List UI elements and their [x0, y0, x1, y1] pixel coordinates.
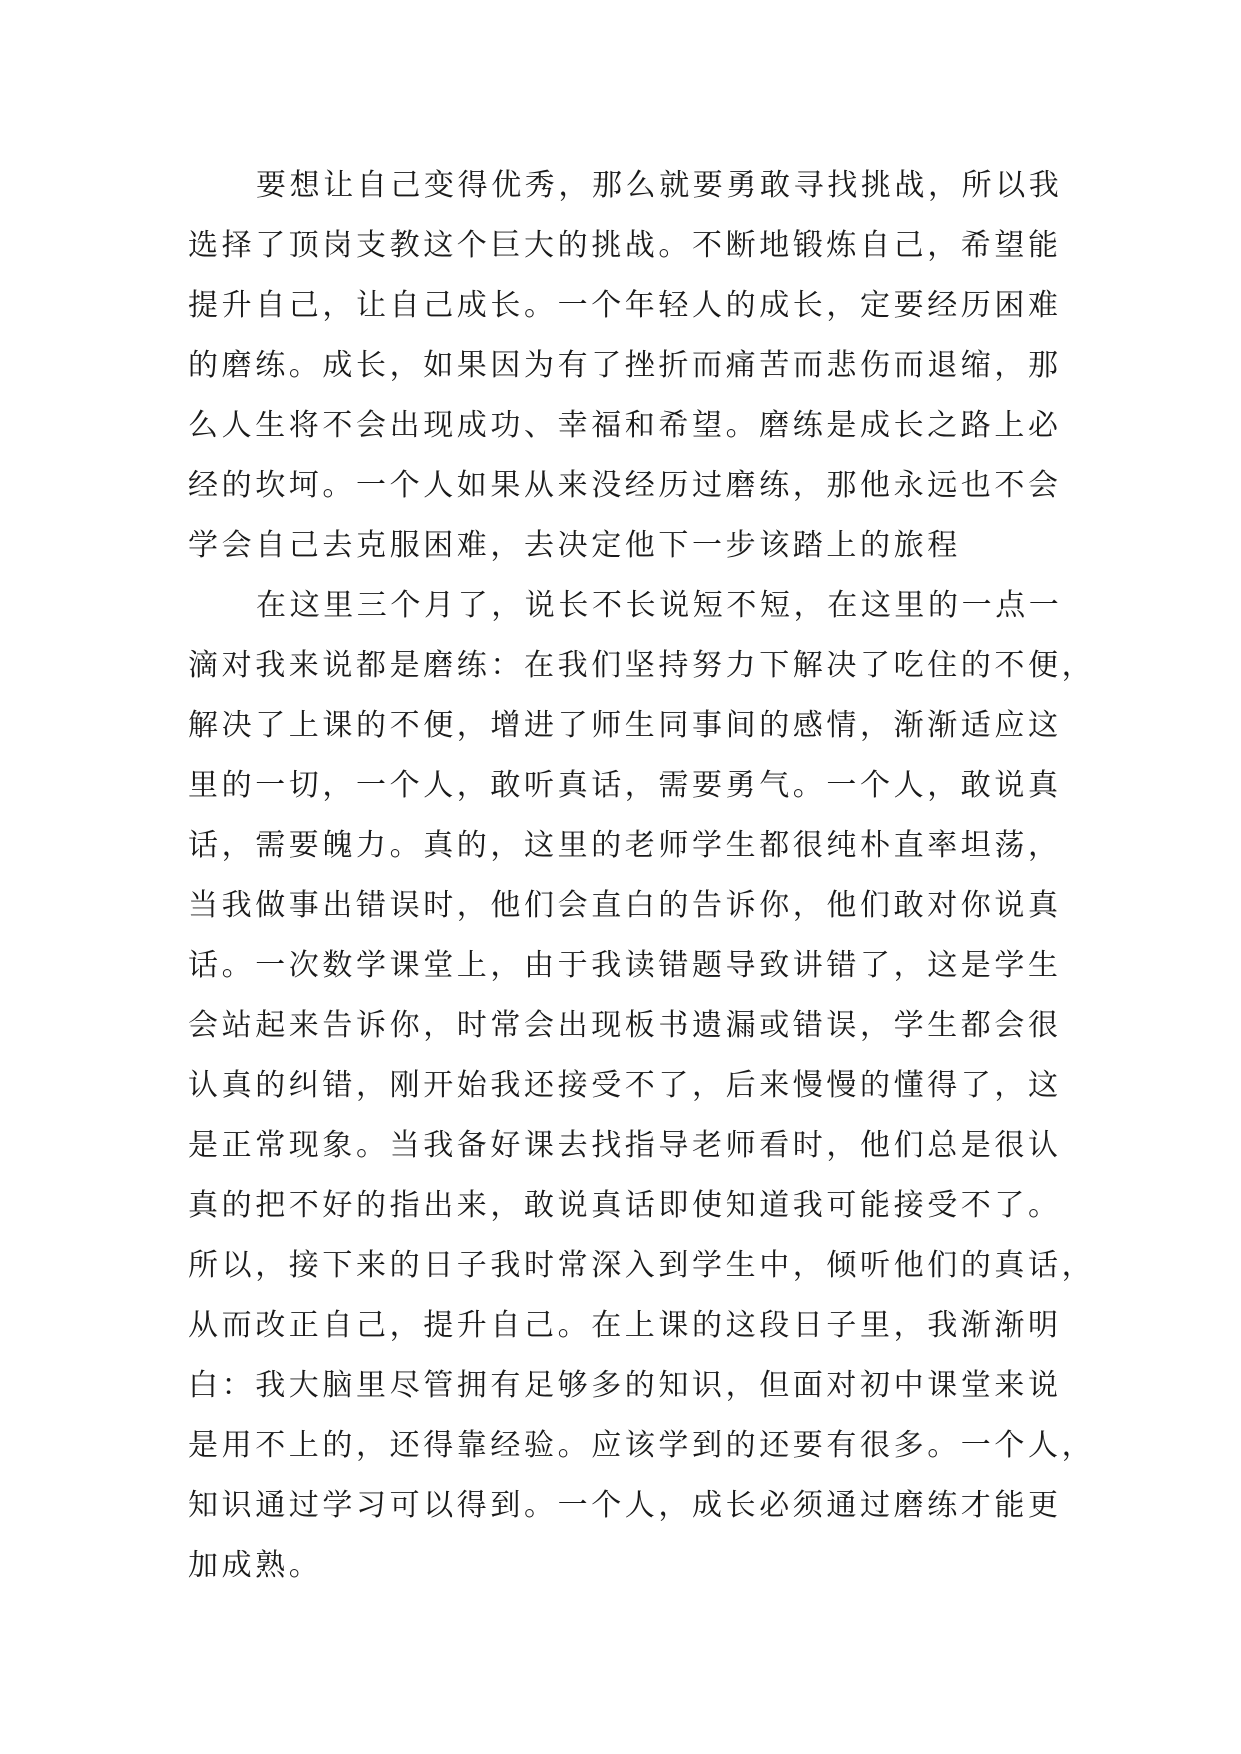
paragraph-line: 是用不上的，还得靠经验。应该学到的还要有很多。一个人， [188, 1428, 1096, 1463]
paragraph-1 [188, 156, 1063, 576]
paragraph-line: 么人生将不会出现成功、幸福和希望。磨练是成长之路上必 [188, 408, 1062, 443]
document-body [188, 156, 1096, 1656]
paragraph-line [188, 1596, 1058, 1656]
paragraph-line: 当我做事出错误时，他们会直白的告诉你，他们敢对你说真 [188, 888, 1062, 923]
paragraph-2 [188, 576, 1096, 1656]
paragraph-line: 白：我大脑里尽管拥有足够多的知识，但面对初中课堂来说 [188, 1368, 1062, 1403]
paragraph-line: 所以，接下来的日子我时常深入到学生中，倾听他们的真话， [188, 1248, 1096, 1283]
paragraph-line: 话。一次数学课堂上，由于我读错题导致讲错了，这是学生 [188, 948, 1062, 983]
paragraph-line: 学会自己去克服困难，去决定他下一步该踏上的旅程 [188, 528, 961, 563]
paragraph-line: 里的一切，一个人，敢听真话，需要勇气。一个人，敢说真 [188, 768, 1062, 803]
paragraph-line: 在这里三个月了，说长不长说短不短，在这里的一点一 [256, 588, 1063, 623]
paragraph-line: 话，需要魄力。真的，这里的老师学生都很纯朴直率坦荡， [188, 828, 1062, 863]
paragraph-line: 从而改正自己，提升自己。在上课的这段日子里，我渐渐明 [188, 1308, 1062, 1343]
paragraph-line: 知识通过学习可以得到。一个人，成长必须通过磨练才能更 [188, 1488, 1062, 1523]
paragraph-line: 是正常现象。当我备好课去找指导老师看时，他们总是很认 [188, 1128, 1062, 1163]
paragraph-line: 要想让自己变得优秀，那么就要勇敢寻找挑战，所以我 [256, 168, 1063, 203]
paragraph-line: 的磨练。成长，如果因为有了挫折而痛苦而悲伤而退缩，那 [188, 348, 1062, 383]
paragraph-line: 经的坎坷。一个人如果从来没经历过磨练，那他永远也不会 [188, 468, 1062, 503]
paragraph-line: 会站起来告诉你，时常会出现板书遗漏或错误，学生都会很 [188, 1008, 1062, 1043]
paragraph-line: 选择了顶岗支教这个巨大的挑战。不断地锻炼自己，希望能 [188, 228, 1062, 263]
paragraph-line: 提升自己，让自己成长。一个年轻人的成长，定要经历困难 [188, 288, 1062, 323]
paragraph-line: 解决了上课的不便，增进了师生同事间的感情，渐渐适应这 [188, 708, 1062, 743]
paragraph-line: 真的把不好的指出来，敢说真话即使知道我可能接受不了。 [188, 1188, 1062, 1223]
paragraph-line: 滴对我来说都是磨练：在我们坚持努力下解决了吃住的不便， [188, 648, 1096, 683]
paragraph-line: 认真的纠错，刚开始我还接受不了，后来慢慢的懂得了，这 [188, 1068, 1062, 1103]
paragraph-line: 加成熟。 [188, 1548, 323, 1583]
